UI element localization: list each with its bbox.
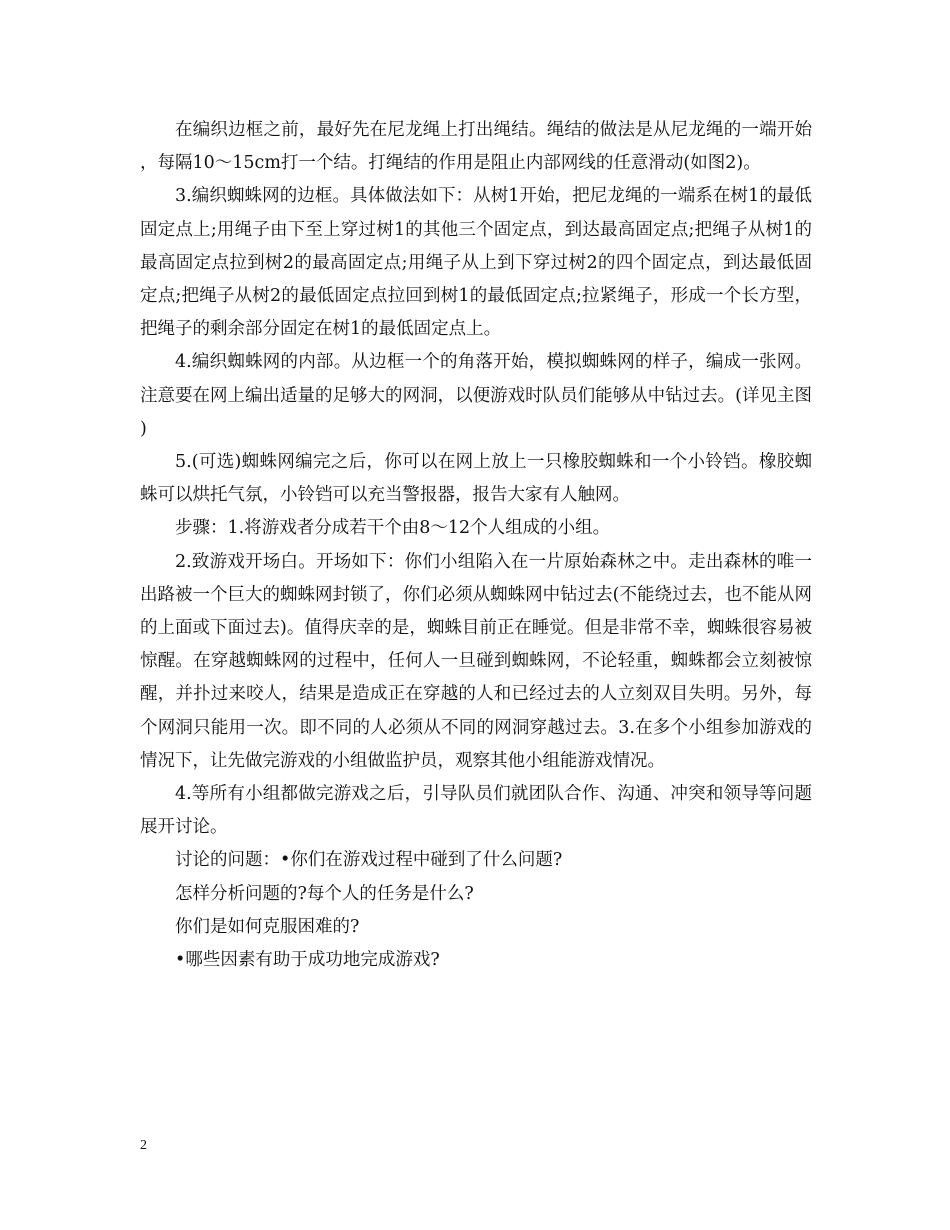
paragraph-procedure-step-4: 4.等所有小组都做完游戏之后，引导队员们就团队合作、沟通、冲突和领导等问题展开讨论。 bbox=[140, 784, 812, 838]
paragraph-procedure-step-1: 步骤：1.将游戏者分成若干个由8～12个人组成的小组。 bbox=[175, 518, 611, 539]
paragraph-procedure-step-2: 2.致游戏开场白。开场如下：你们小组陷入在一片原始森林之中。走出森林的唯一出路被一个巨大的蜘蛛网封锁了，你们必须从蜘蛛网中钻过去(不能绕过去，也不能从网的上面或下面过去)。值得庆幸的是，蜘蛛目前正在睡觉。但是非常不幸，蜘蛛很容易被惊醒。在穿越蜘蛛网的过程中，任何人一旦碰到蜘蛛网，不论轻重，蜘蛛都会立刻被惊醒，并扑过来咬人，结果是造成正在穿越的人和已经过去的人立刻双目失明。另外，每个网洞只能用一次。即不同的人必须从不同的网洞穿越过去。3.在多个小组参加游戏的情况下，让先做完游戏的小组做监护员，观察其他小组能游戏情况。 bbox=[140, 551, 812, 771]
paragraph-knot-intro: 在编织边框之前，最好先在尼龙绳上打出绳结。绳结的做法是从尼龙绳的一端开始，每隔10～15cm打一个结。打绳结的作用是阻止内部网线的任意滑动(如图2)。 bbox=[140, 120, 812, 174]
paragraph-discussion-q2: 怎样分析问题的?每个人的任务是什么? bbox=[175, 883, 474, 904]
paragraph-discussion-heading: 讨论的问题：•你们在游戏过程中碰到了什么问题? bbox=[175, 850, 563, 871]
paragraph-step-5-optional: 5.(可选)蜘蛛网编完之后，你可以在网上放上一只橡胶蜘蛛和一个小铃铛。橡胶蜘蛛可以烘托气氛，小铃铛可以充当警报器，报告大家有人触网。 bbox=[140, 452, 812, 506]
paragraph-step-4-inner-web: 4.编织蜘蛛网的内部。从边框一个的角落开始，模拟蜘蛛网的样子，编成一张网。注意要在网上编出适量的足够大的网洞，以便游戏时队员们能够从中钻过去。(详见主图) bbox=[140, 352, 812, 439]
paragraph-discussion-q3: 你们是如何克服困难的? bbox=[175, 916, 360, 937]
paragraph-discussion-q4: •哪些因素有助于成功地完成游戏? bbox=[175, 950, 440, 971]
document-body bbox=[140, 114, 812, 977]
paragraph-step-3-border: 3.编织蜘蛛网的边框。具体做法如下：从树1开始，把尼龙绳的一端系在树1的最低固定点上;用绳子由下至上穿过树1的其他三个固定点，到达最高固定点;把绳子从树1的最高固定点拉到树2的最高固定点;用绳子从上到下穿过树2的四个固定点，到达最低固定点;把绳子从树2的最低固定点拉回到树1的最低固定点;拉紧绳子，形成一个长方型，把绳子的剩余部分固定在树1的最低固定点上。 bbox=[140, 186, 812, 340]
page-number: 2 bbox=[140, 1138, 147, 1153]
